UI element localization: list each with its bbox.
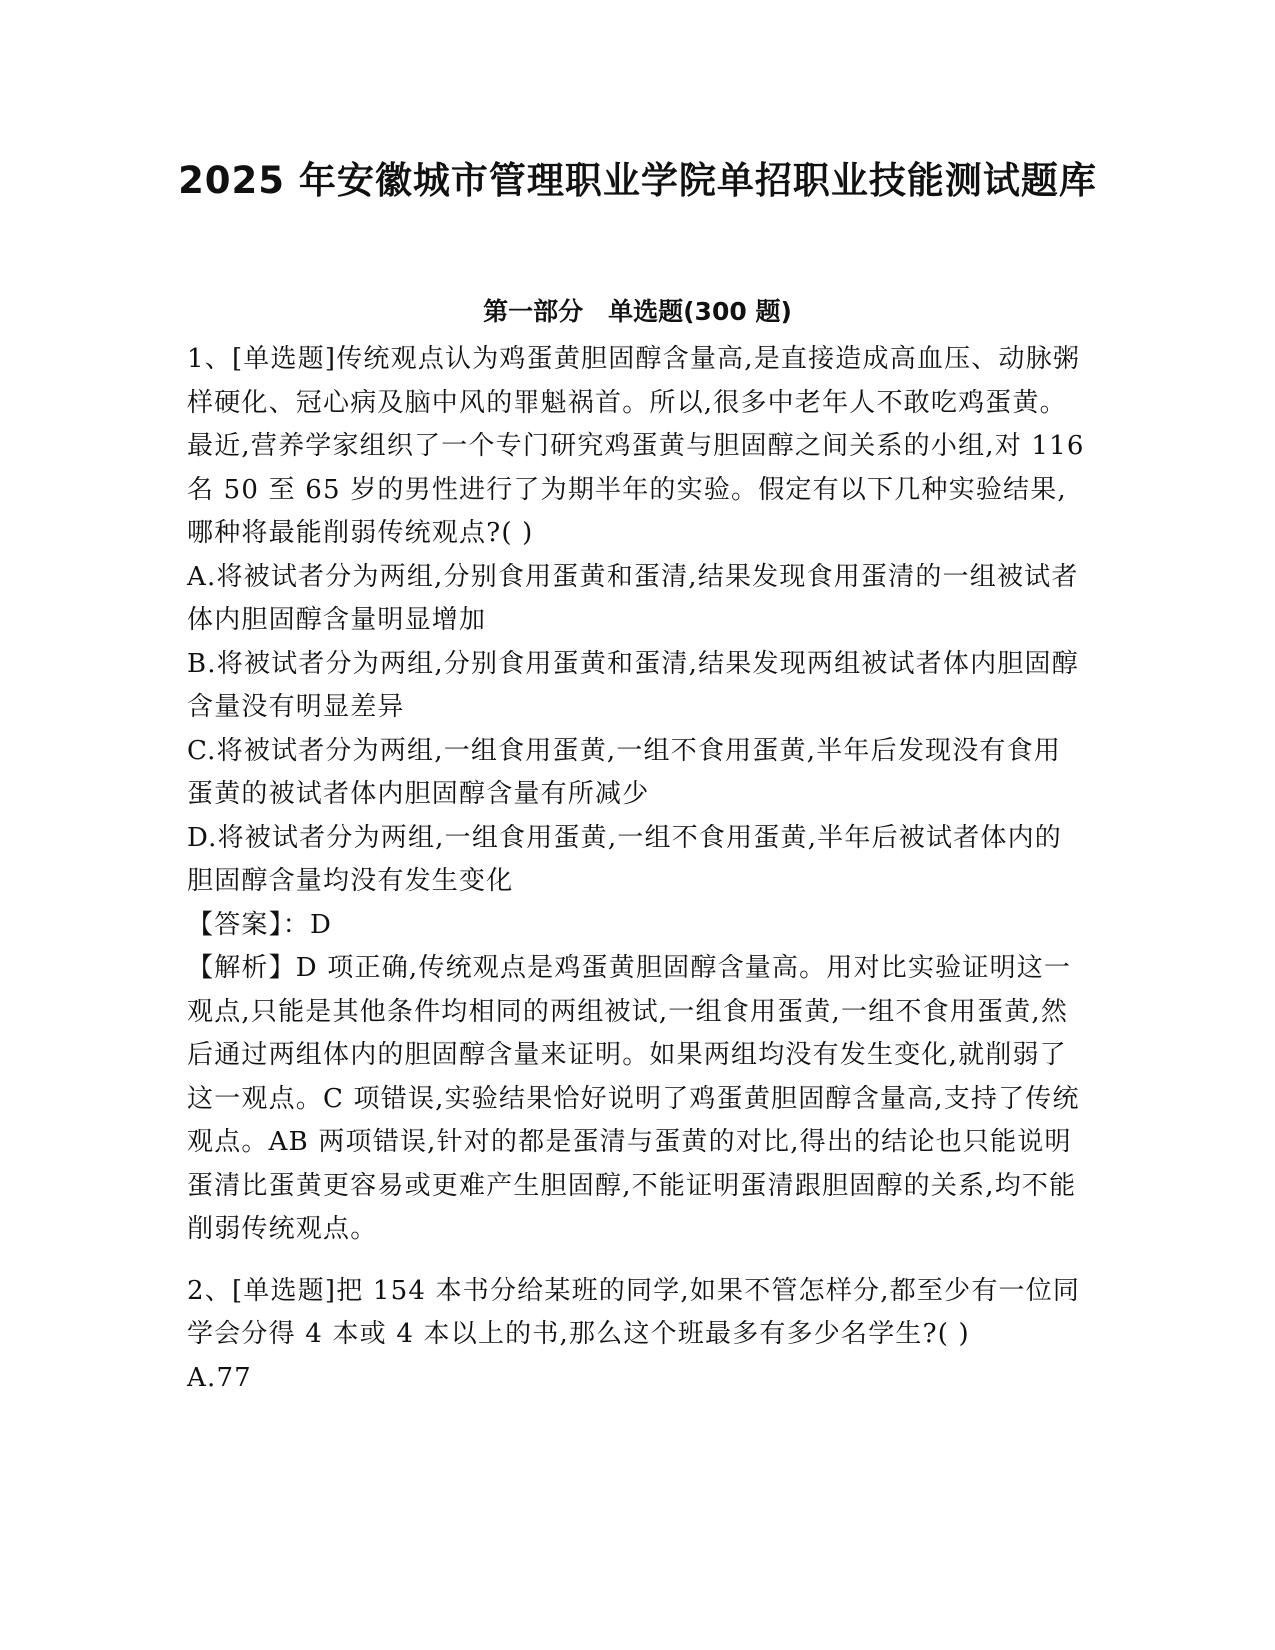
option-c: C.将被试者分为两组,一组食用蛋黄,一组不食用蛋黄,半年后发现没有食用蛋黄的被试者体内胆固醇含量有所减少 <box>187 735 1062 809</box>
question-item <box>187 338 1087 1252</box>
option-b: B.将被试者分为两组,分别食用蛋黄和蛋清,结果发现两组被试者体内胆固醇含量没有明显差异 <box>187 648 1079 722</box>
question-stem: 2、[单选题]把 154 本书分给某班的同学,如果不管怎样分,都至少有一位同学会分得 4 本或 4 本以上的书,那么这个班最多有多少名学生?( ) <box>187 1275 1081 1349</box>
option-a: A.77 <box>187 1362 252 1393</box>
question-spacer <box>187 1252 1087 1270</box>
answer-text: 【答案】：D <box>187 909 333 940</box>
question-stem: 1、[单选题]传统观点认为鸡蛋黄胆固醇含量高,是直接造成高血压、动脉粥样硬化、冠心病及脑中风的罪魁祸首。所以,很多中老年人不敢吃鸡蛋黄。最近,营养学家组织了一个专门研究鸡蛋黄与胆固醇之间关系的小组,对 116 名 50 至 65 岁的男性进行了为期半年的实验。假定有以下几种实验结果,哪种将最能削弱传统观点?( ) <box>187 344 1085 548</box>
option-d: D.将被试者分为两组,一组食用蛋黄,一组不食用蛋黄,半年后被试者体内的胆固醇含量均没有发生变化 <box>187 822 1062 896</box>
question-list <box>187 338 1087 1400</box>
section-title: 第一部分 单选题(300 题) <box>483 297 792 326</box>
option-a: A.将被试者分为两组,分别食用蛋黄和蛋清,结果发现食用蛋清的一组被试者体内胆固醇含量明显增加 <box>187 561 1079 635</box>
document-title: 2025 年安徽城市管理职业学院单招职业技能测试题库 <box>178 159 1097 202</box>
analysis-text: 【解析】D 项正确,传统观点是鸡蛋黄胆固醇含量高。用对比实验证明这一观点,只能是其他条件均相同的两组被试,一组食用蛋黄,一组不食用蛋黄,然后通过两组体内的胆固醇含量来证明。如果两组均没有发生变化,就削弱了这一观点。C 项错误,实验结果恰好说明了鸡蛋黄胆固醇含量高,支持了传统观点。AB 两项错误,针对的都是蛋清与蛋黄的对比,得出的结论也只能说明蛋清比蛋黄更容易或更难产生胆固醇,不能证明蛋清跟胆固醇的关系,均不能削弱传统观点。 <box>187 953 1080 1244</box>
question-item <box>187 1270 1087 1401</box>
